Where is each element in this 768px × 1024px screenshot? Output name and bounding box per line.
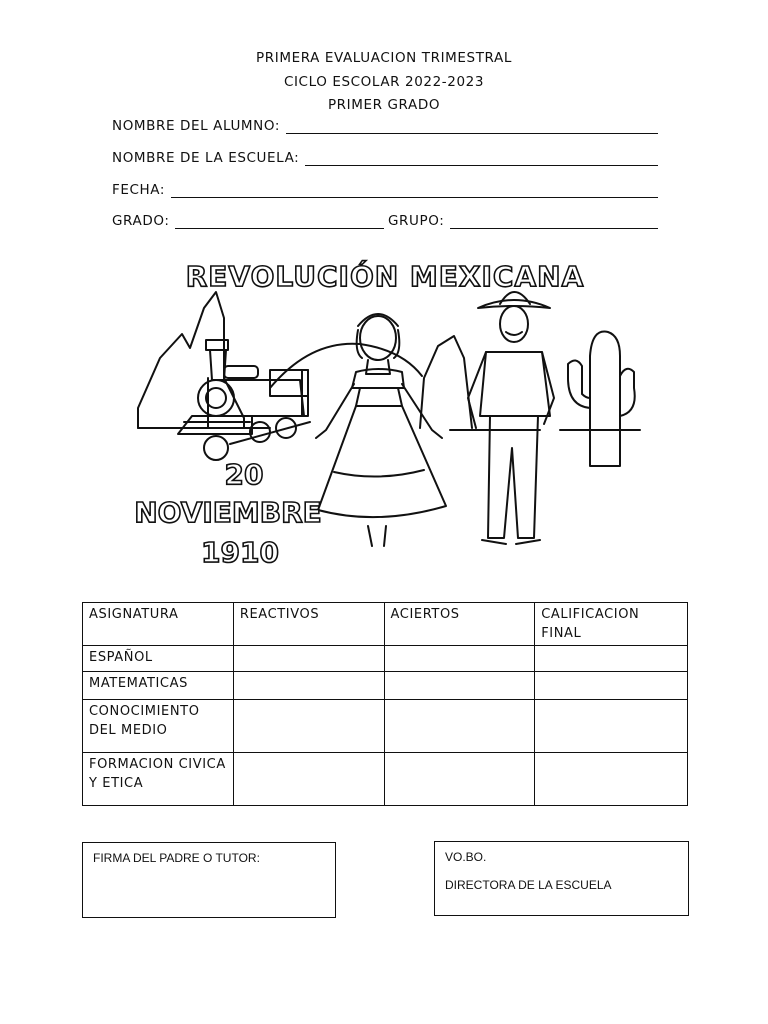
grade-field[interactable] <box>112 213 384 229</box>
header-final-grade: CALIFICACION FINAL <box>535 603 688 646</box>
director-approval-box[interactable] <box>434 841 689 916</box>
correct-cell[interactable] <box>384 646 535 672</box>
student-name-label: NOMBRE DEL ALUMNO: <box>112 118 281 134</box>
table-row <box>83 753 688 806</box>
vobo-label: VO.BO. <box>445 850 487 864</box>
train-locomotive <box>178 340 310 460</box>
cactus-icon <box>568 332 635 467</box>
group-line[interactable] <box>450 216 658 229</box>
date-line[interactable] <box>171 185 658 198</box>
date-month: NOVIEMBRE <box>134 496 322 529</box>
mountain-right <box>420 336 472 428</box>
date-day: 20 <box>224 458 264 491</box>
student-name-line[interactable] <box>286 121 658 134</box>
items-cell[interactable] <box>233 646 384 672</box>
header-correct: ACIERTOS <box>384 603 535 646</box>
table-row <box>83 672 688 700</box>
correct-cell[interactable] <box>384 700 535 753</box>
final-grade-cell[interactable] <box>535 672 688 700</box>
student-name-field[interactable] <box>112 118 658 134</box>
items-cell[interactable] <box>233 672 384 700</box>
illustration-title: REVOLUCIÓN MEXICANA <box>185 260 585 293</box>
date-year: 1910 <box>201 536 279 569</box>
group-label: GRUPO: <box>388 213 445 229</box>
mountain-left <box>138 292 244 428</box>
school-name-label: NOMBRE DE LA ESCUELA: <box>112 150 300 166</box>
final-grade-cell[interactable] <box>535 753 688 806</box>
school-name-line[interactable] <box>305 153 658 166</box>
table-header-row <box>83 603 688 646</box>
school-name-field[interactable] <box>112 150 658 166</box>
revolution-illustration <box>120 248 650 578</box>
header-subject: ASIGNATURA <box>83 603 234 646</box>
director-label: DIRECTORA DE LA ESCUELA <box>445 878 612 892</box>
parent-signature-box[interactable] <box>82 842 336 918</box>
items-cell[interactable] <box>233 753 384 806</box>
grade-label: GRADO: <box>112 213 170 229</box>
correct-cell[interactable] <box>384 753 535 806</box>
exam-title: PRIMERA EVALUACION TRIMESTRAL <box>256 50 512 66</box>
date-label: FECHA: <box>112 182 166 198</box>
grades-table <box>82 602 688 806</box>
man-figure <box>468 292 554 544</box>
date-field[interactable] <box>112 182 658 198</box>
correct-cell[interactable] <box>384 672 535 700</box>
table-row <box>83 700 688 753</box>
parent-signature-label: FIRMA DEL PADRE O TUTOR: <box>93 851 260 865</box>
group-field[interactable] <box>388 213 658 229</box>
school-cycle: CICLO ESCOLAR 2022-2023 <box>283 74 485 90</box>
subject-cell: CONOCIMIENTO DEL MEDIO <box>83 700 234 753</box>
final-grade-cell[interactable] <box>535 646 688 672</box>
table-row <box>83 646 688 672</box>
items-cell[interactable] <box>233 700 384 753</box>
subject-cell: MATEMATICAS <box>83 672 234 700</box>
grade-level: PRIMER GRADO <box>327 97 441 113</box>
subject-cell: FORMACION CIVICA Y ETICA <box>83 753 234 806</box>
subject-cell: ESPAÑOL <box>83 646 234 672</box>
final-grade-cell[interactable] <box>535 700 688 753</box>
grade-line[interactable] <box>175 216 384 229</box>
header-items: REACTIVOS <box>233 603 384 646</box>
